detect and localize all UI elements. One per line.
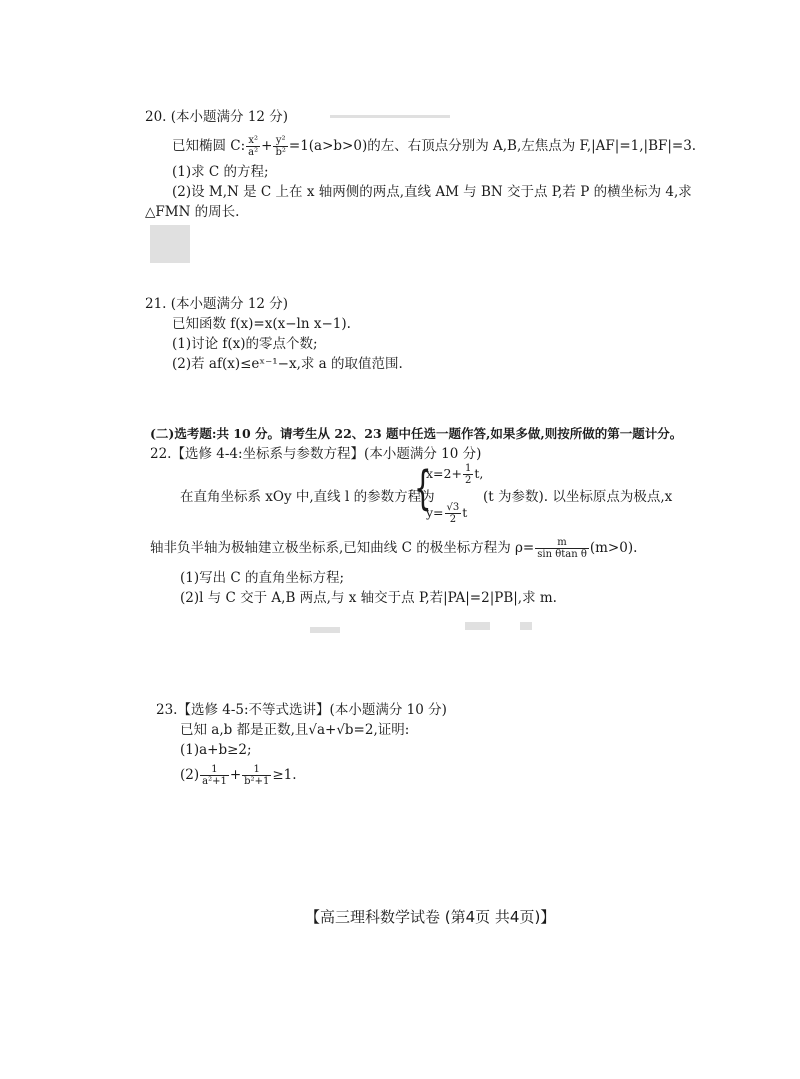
x2: x² (246, 135, 260, 147)
eq1-a: x=2+ (426, 466, 462, 481)
param-eq-y (426, 502, 467, 525)
f1-num: 1 (200, 764, 229, 776)
frac-a (200, 764, 229, 787)
a2: a² (248, 147, 259, 158)
rho-num: m (535, 537, 589, 549)
q23-part1: (1)a+b≥2; (180, 742, 252, 758)
q20-stem-b: =1(a>b>0)的左、右顶点分别为 A,B,左焦点为 F,|AF|=1,|BF|=3. (288, 138, 697, 154)
q22-stem-c (150, 537, 637, 560)
q23-part2 (180, 764, 297, 787)
q21-part1: (1)讨论 f(x)的零点个数; (172, 336, 318, 352)
left-brace: { (414, 461, 432, 515)
q22-stem-b: (t 为参数). 以坐标原点为极点,x (483, 489, 673, 505)
q22-stem-a: 在直角坐标系 xOy 中,直线 l 的参数方程为 (180, 489, 435, 505)
eq1-b: t, (474, 466, 484, 481)
q20-stem-a: 已知椭圆 C: (172, 138, 246, 154)
eq1-den: 2 (464, 475, 472, 486)
scan-noise (465, 622, 490, 630)
f2-den: b²+1 (244, 776, 270, 787)
q20-stem: 已知椭圆 C: $\frac{\text{x²}}{\text{a²}}$ + $\frac{\text{y²}}{\text{b²}}$ =1(a>b>0)的左、右顶点分别为 A,B,左焦点为 F,|AF|=1,|BF|=3. (172, 135, 697, 158)
eq2-den: 2 (449, 514, 457, 525)
q23-p2-b: ≥1. (272, 767, 297, 783)
frac-b (242, 764, 271, 787)
param-eq-x (426, 463, 483, 486)
b2: b² (275, 147, 286, 158)
scan-noise (310, 627, 340, 633)
q22-stem-c-text: 轴非负半轴为极轴建立极坐标系,已知曲线 C 的极坐标方程为 ρ= (150, 540, 535, 556)
q20-header: 20. (本小题满分 12 分) (145, 109, 289, 125)
sqrt3-over-2 (445, 502, 462, 525)
eq2-b: t (462, 505, 468, 520)
eq2-a: y= (426, 505, 444, 520)
q20-part2-b: △FMN 的周长. (145, 204, 240, 220)
q21-part2: (2)若 af(x)≤eˣ⁻¹−x,求 a 的取值范围. (172, 356, 403, 372)
q22-part1: (1)写出 C 的直角坐标方程; (180, 570, 345, 586)
q21-header: 21. (本小题满分 12 分) (145, 296, 289, 312)
scan-noise (330, 115, 450, 118)
x2-over-a2 (246, 135, 260, 158)
plus-sign: + (229, 767, 242, 783)
y2: y² (273, 135, 287, 147)
eq1-num: 1 (464, 463, 472, 474)
section-header: (二)选考题:共 10 分。请考生从 22、23 题中任选一题作答,如果多做,则按所做的第一题计分。 (150, 426, 683, 441)
q22-header: 22.【选修 4-4:坐标系与参数方程】(本小题满分 10 分) (150, 446, 482, 462)
q20-part2-a: (2)设 M,N 是 C 上在 x 轴两侧的两点,直线 AM 与 BN 交于点 P,若 P 的横坐标为 4,求 (172, 184, 692, 200)
q22-part2: (2)l 与 C 交于 A,B 两点,与 x 轴交于点 P,若|PA|=2|PB|,求 m. (180, 590, 557, 606)
rho-den: sin θtan θ (537, 549, 587, 560)
q21-stem: 已知函数 f(x)=x(x−ln x−1). (172, 316, 351, 332)
q20-part1: (1)求 C 的方程; (172, 164, 269, 180)
q23-header: 23.【选修 4-5:不等式选讲】(本小题满分 10 分) (156, 702, 447, 718)
eq2-num: √3 (446, 502, 460, 513)
f1-den: a²+1 (202, 776, 227, 787)
f2-num: 1 (242, 764, 271, 776)
one-half (463, 463, 473, 486)
polar-fraction (535, 537, 589, 560)
q22-stem-d: (m>0). (589, 540, 638, 556)
y2-over-b2 (273, 135, 287, 158)
page-footer: 【高三理科数学试卷 (第4页 共4页)】 (305, 908, 556, 926)
q23-stem: 已知 a,b 都是正数,且√a+√b=2,证明: (180, 722, 410, 738)
scan-noise (150, 225, 190, 263)
scan-noise (520, 622, 532, 630)
q23-p2-a: (2) (180, 767, 200, 783)
